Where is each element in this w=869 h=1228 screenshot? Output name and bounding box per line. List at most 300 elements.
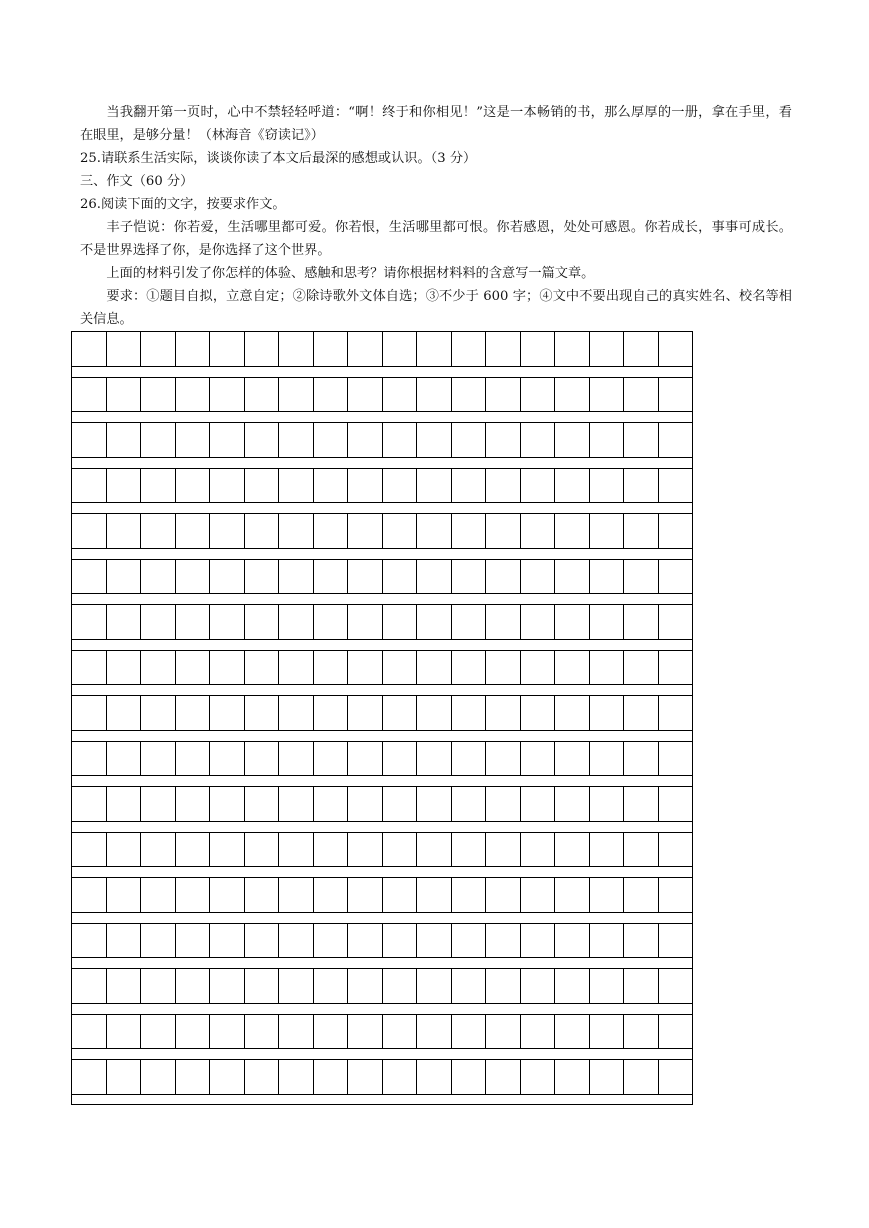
grid-cell[interactable] bbox=[452, 742, 487, 776]
grid-cell[interactable] bbox=[279, 469, 314, 503]
grid-cell[interactable] bbox=[452, 1015, 487, 1049]
grid-cell[interactable] bbox=[624, 1060, 659, 1094]
grid-cell[interactable] bbox=[348, 423, 383, 457]
grid-cell[interactable] bbox=[590, 514, 625, 548]
grid-cell[interactable] bbox=[417, 560, 452, 594]
grid-cell[interactable] bbox=[72, 514, 107, 548]
grid-cell[interactable] bbox=[624, 651, 659, 685]
grid-cell[interactable] bbox=[417, 378, 452, 412]
grid-cell[interactable] bbox=[452, 605, 487, 639]
grid-cell[interactable] bbox=[590, 833, 625, 867]
grid-cell[interactable] bbox=[590, 1060, 625, 1094]
grid-cell[interactable] bbox=[72, 969, 107, 1003]
grid-cell[interactable] bbox=[555, 787, 590, 821]
grid-cell[interactable] bbox=[452, 878, 487, 912]
grid-cell[interactable] bbox=[210, 423, 245, 457]
grid-cell[interactable] bbox=[659, 878, 693, 912]
grid-cell[interactable] bbox=[590, 378, 625, 412]
grid-cell[interactable] bbox=[279, 1060, 314, 1094]
grid-cell[interactable] bbox=[348, 332, 383, 366]
grid-cell[interactable] bbox=[245, 651, 280, 685]
grid-cell[interactable] bbox=[72, 469, 107, 503]
grid-cell[interactable] bbox=[659, 514, 693, 548]
grid-cell[interactable] bbox=[279, 969, 314, 1003]
grid-cell[interactable] bbox=[521, 651, 556, 685]
grid-cell[interactable] bbox=[176, 423, 211, 457]
grid-cell[interactable] bbox=[521, 833, 556, 867]
grid-cell[interactable] bbox=[383, 969, 418, 1003]
grid-cell[interactable] bbox=[72, 1015, 107, 1049]
grid-cell[interactable] bbox=[72, 651, 107, 685]
grid-cell[interactable] bbox=[245, 332, 280, 366]
grid-cell[interactable] bbox=[279, 332, 314, 366]
grid-cell[interactable] bbox=[176, 924, 211, 958]
grid-cell[interactable] bbox=[555, 560, 590, 594]
grid-cell[interactable] bbox=[624, 1015, 659, 1049]
grid-cell[interactable] bbox=[141, 696, 176, 730]
grid-cell[interactable] bbox=[624, 878, 659, 912]
grid-cell[interactable] bbox=[555, 423, 590, 457]
grid-cell[interactable] bbox=[210, 469, 245, 503]
grid-cell[interactable] bbox=[348, 878, 383, 912]
grid-cell[interactable] bbox=[176, 605, 211, 639]
grid-cell[interactable] bbox=[245, 605, 280, 639]
grid-cell[interactable] bbox=[624, 423, 659, 457]
grid-cell[interactable] bbox=[141, 742, 176, 776]
grid-cell[interactable] bbox=[555, 878, 590, 912]
grid-cell[interactable] bbox=[348, 833, 383, 867]
grid-cell[interactable] bbox=[417, 651, 452, 685]
grid-cell[interactable] bbox=[210, 969, 245, 1003]
grid-cell[interactable] bbox=[486, 514, 521, 548]
grid-cell[interactable] bbox=[176, 696, 211, 730]
grid-cell[interactable] bbox=[486, 878, 521, 912]
grid-cell[interactable] bbox=[176, 469, 211, 503]
grid-cell[interactable] bbox=[107, 423, 142, 457]
grid-cell[interactable] bbox=[314, 742, 349, 776]
grid-cell[interactable] bbox=[624, 833, 659, 867]
grid-cell[interactable] bbox=[452, 423, 487, 457]
grid-cell[interactable] bbox=[521, 560, 556, 594]
grid-cell[interactable] bbox=[210, 787, 245, 821]
grid-cell[interactable] bbox=[452, 651, 487, 685]
grid-cell[interactable] bbox=[555, 332, 590, 366]
grid-cell[interactable] bbox=[521, 423, 556, 457]
grid-cell[interactable] bbox=[486, 742, 521, 776]
grid-cell[interactable] bbox=[245, 469, 280, 503]
grid-cell[interactable] bbox=[176, 378, 211, 412]
grid-cell[interactable] bbox=[245, 378, 280, 412]
grid-cell[interactable] bbox=[72, 605, 107, 639]
grid-cell[interactable] bbox=[210, 924, 245, 958]
grid-cell[interactable] bbox=[72, 742, 107, 776]
grid-cell[interactable] bbox=[383, 423, 418, 457]
grid-cell[interactable] bbox=[210, 742, 245, 776]
grid-cell[interactable] bbox=[279, 423, 314, 457]
grid-cell[interactable] bbox=[141, 878, 176, 912]
grid-cell[interactable] bbox=[141, 332, 176, 366]
grid-cell[interactable] bbox=[659, 605, 693, 639]
grid-cell[interactable] bbox=[141, 514, 176, 548]
grid-cell[interactable] bbox=[555, 378, 590, 412]
grid-cell[interactable] bbox=[590, 605, 625, 639]
grid-cell[interactable] bbox=[521, 378, 556, 412]
grid-cell[interactable] bbox=[555, 696, 590, 730]
grid-cell[interactable] bbox=[624, 605, 659, 639]
grid-cell[interactable] bbox=[590, 969, 625, 1003]
grid-cell[interactable] bbox=[245, 742, 280, 776]
grid-cell[interactable] bbox=[659, 560, 693, 594]
grid-cell[interactable] bbox=[210, 332, 245, 366]
grid-cell[interactable] bbox=[245, 1060, 280, 1094]
grid-cell[interactable] bbox=[245, 696, 280, 730]
grid-cell[interactable] bbox=[72, 787, 107, 821]
grid-cell[interactable] bbox=[210, 878, 245, 912]
grid-cell[interactable] bbox=[624, 378, 659, 412]
grid-cell[interactable] bbox=[314, 332, 349, 366]
grid-cell[interactable] bbox=[348, 924, 383, 958]
grid-cell[interactable] bbox=[348, 1060, 383, 1094]
grid-cell[interactable] bbox=[452, 332, 487, 366]
grid-cell[interactable] bbox=[314, 833, 349, 867]
grid-cell[interactable] bbox=[624, 514, 659, 548]
grid-cell[interactable] bbox=[659, 1060, 693, 1094]
grid-cell[interactable] bbox=[555, 1015, 590, 1049]
grid-cell[interactable] bbox=[210, 560, 245, 594]
grid-cell[interactable] bbox=[590, 651, 625, 685]
grid-cell[interactable] bbox=[210, 605, 245, 639]
grid-cell[interactable] bbox=[348, 514, 383, 548]
grid-cell[interactable] bbox=[245, 560, 280, 594]
grid-cell[interactable] bbox=[348, 560, 383, 594]
grid-cell[interactable] bbox=[555, 924, 590, 958]
grid-cell[interactable] bbox=[659, 742, 693, 776]
grid-cell[interactable] bbox=[107, 332, 142, 366]
grid-cell[interactable] bbox=[417, 924, 452, 958]
grid-cell[interactable] bbox=[590, 332, 625, 366]
grid-cell[interactable] bbox=[383, 1015, 418, 1049]
grid-cell[interactable] bbox=[383, 469, 418, 503]
grid-cell[interactable] bbox=[210, 833, 245, 867]
grid-cell[interactable] bbox=[659, 787, 693, 821]
grid-cell[interactable] bbox=[176, 833, 211, 867]
grid-cell[interactable] bbox=[555, 469, 590, 503]
grid-cell[interactable] bbox=[452, 969, 487, 1003]
grid-cell[interactable] bbox=[107, 651, 142, 685]
grid-cell[interactable] bbox=[348, 787, 383, 821]
grid-cell[interactable] bbox=[383, 651, 418, 685]
grid-cell[interactable] bbox=[348, 969, 383, 1003]
grid-cell[interactable] bbox=[521, 696, 556, 730]
grid-cell[interactable] bbox=[383, 696, 418, 730]
grid-cell[interactable] bbox=[314, 469, 349, 503]
grid-cell[interactable] bbox=[590, 787, 625, 821]
grid-cell[interactable] bbox=[107, 514, 142, 548]
grid-cell[interactable] bbox=[348, 469, 383, 503]
grid-cell[interactable] bbox=[452, 833, 487, 867]
grid-cell[interactable] bbox=[279, 696, 314, 730]
grid-cell[interactable] bbox=[314, 1015, 349, 1049]
grid-cell[interactable] bbox=[452, 787, 487, 821]
grid-cell[interactable] bbox=[452, 696, 487, 730]
grid-cell[interactable] bbox=[279, 924, 314, 958]
grid-cell[interactable] bbox=[348, 651, 383, 685]
grid-cell[interactable] bbox=[176, 514, 211, 548]
grid-cell[interactable] bbox=[417, 605, 452, 639]
grid-cell[interactable] bbox=[245, 969, 280, 1003]
grid-cell[interactable] bbox=[624, 696, 659, 730]
grid-cell[interactable] bbox=[417, 742, 452, 776]
grid-cell[interactable] bbox=[659, 332, 693, 366]
grid-cell[interactable] bbox=[452, 1060, 487, 1094]
grid-cell[interactable] bbox=[624, 332, 659, 366]
grid-cell[interactable] bbox=[521, 605, 556, 639]
grid-cell[interactable] bbox=[624, 742, 659, 776]
grid-cell[interactable] bbox=[141, 787, 176, 821]
grid-cell[interactable] bbox=[141, 469, 176, 503]
grid-cell[interactable] bbox=[245, 787, 280, 821]
grid-cell[interactable] bbox=[107, 378, 142, 412]
grid-cell[interactable] bbox=[210, 1015, 245, 1049]
grid-cell[interactable] bbox=[486, 332, 521, 366]
grid-cell[interactable] bbox=[659, 969, 693, 1003]
grid-cell[interactable] bbox=[72, 378, 107, 412]
grid-cell[interactable] bbox=[486, 1015, 521, 1049]
grid-cell[interactable] bbox=[659, 924, 693, 958]
grid-cell[interactable] bbox=[555, 651, 590, 685]
grid-cell[interactable] bbox=[107, 833, 142, 867]
grid-cell[interactable] bbox=[72, 423, 107, 457]
grid-cell[interactable] bbox=[141, 969, 176, 1003]
grid-cell[interactable] bbox=[659, 833, 693, 867]
grid-cell[interactable] bbox=[107, 969, 142, 1003]
grid-cell[interactable] bbox=[417, 332, 452, 366]
grid-cell[interactable] bbox=[486, 651, 521, 685]
grid-cell[interactable] bbox=[279, 742, 314, 776]
grid-cell[interactable] bbox=[590, 696, 625, 730]
grid-cell[interactable] bbox=[107, 696, 142, 730]
grid-cell[interactable] bbox=[624, 969, 659, 1003]
grid-cell[interactable] bbox=[486, 969, 521, 1003]
grid-cell[interactable] bbox=[314, 560, 349, 594]
grid-cell[interactable] bbox=[141, 1015, 176, 1049]
grid-cell[interactable] bbox=[348, 696, 383, 730]
grid-cell[interactable] bbox=[314, 378, 349, 412]
grid-cell[interactable] bbox=[176, 560, 211, 594]
grid-cell[interactable] bbox=[210, 514, 245, 548]
grid-cell[interactable] bbox=[107, 560, 142, 594]
grid-cell[interactable] bbox=[555, 742, 590, 776]
grid-cell[interactable] bbox=[107, 924, 142, 958]
grid-cell[interactable] bbox=[383, 560, 418, 594]
grid-cell[interactable] bbox=[348, 1015, 383, 1049]
grid-cell[interactable] bbox=[245, 514, 280, 548]
grid-cell[interactable] bbox=[486, 696, 521, 730]
grid-cell[interactable] bbox=[452, 924, 487, 958]
grid-cell[interactable] bbox=[417, 423, 452, 457]
grid-cell[interactable] bbox=[555, 514, 590, 548]
grid-cell[interactable] bbox=[383, 1060, 418, 1094]
grid-cell[interactable] bbox=[624, 469, 659, 503]
grid-cell[interactable] bbox=[521, 1060, 556, 1094]
grid-cell[interactable] bbox=[279, 605, 314, 639]
grid-cell[interactable] bbox=[314, 514, 349, 548]
grid-cell[interactable] bbox=[417, 696, 452, 730]
grid-cell[interactable] bbox=[176, 878, 211, 912]
grid-cell[interactable] bbox=[486, 924, 521, 958]
grid-cell[interactable] bbox=[521, 332, 556, 366]
grid-cell[interactable] bbox=[72, 924, 107, 958]
grid-cell[interactable] bbox=[383, 332, 418, 366]
writing-grid[interactable] bbox=[71, 331, 693, 1105]
grid-cell[interactable] bbox=[141, 560, 176, 594]
grid-cell[interactable] bbox=[417, 1060, 452, 1094]
grid-cell[interactable] bbox=[245, 1015, 280, 1049]
grid-cell[interactable] bbox=[314, 969, 349, 1003]
grid-cell[interactable] bbox=[176, 332, 211, 366]
grid-cell[interactable] bbox=[383, 833, 418, 867]
grid-cell[interactable] bbox=[659, 469, 693, 503]
grid-cell[interactable] bbox=[314, 423, 349, 457]
grid-cell[interactable] bbox=[141, 651, 176, 685]
grid-cell[interactable] bbox=[314, 878, 349, 912]
grid-cell[interactable] bbox=[659, 423, 693, 457]
grid-cell[interactable] bbox=[417, 969, 452, 1003]
grid-cell[interactable] bbox=[245, 423, 280, 457]
grid-cell[interactable] bbox=[210, 651, 245, 685]
grid-cell[interactable] bbox=[279, 833, 314, 867]
grid-cell[interactable] bbox=[590, 878, 625, 912]
grid-cell[interactable] bbox=[452, 378, 487, 412]
grid-cell[interactable] bbox=[383, 742, 418, 776]
grid-cell[interactable] bbox=[452, 514, 487, 548]
grid-cell[interactable] bbox=[452, 560, 487, 594]
grid-cell[interactable] bbox=[141, 1060, 176, 1094]
grid-cell[interactable] bbox=[555, 1060, 590, 1094]
grid-cell[interactable] bbox=[590, 423, 625, 457]
grid-cell[interactable] bbox=[659, 696, 693, 730]
grid-cell[interactable] bbox=[314, 1060, 349, 1094]
grid-cell[interactable] bbox=[555, 605, 590, 639]
grid-cell[interactable] bbox=[279, 378, 314, 412]
grid-cell[interactable] bbox=[521, 742, 556, 776]
grid-cell[interactable] bbox=[107, 1015, 142, 1049]
grid-cell[interactable] bbox=[486, 787, 521, 821]
grid-cell[interactable] bbox=[107, 605, 142, 639]
grid-cell[interactable] bbox=[314, 605, 349, 639]
grid-cell[interactable] bbox=[590, 469, 625, 503]
grid-cell[interactable] bbox=[521, 969, 556, 1003]
grid-cell[interactable] bbox=[590, 742, 625, 776]
grid-cell[interactable] bbox=[72, 1060, 107, 1094]
grid-cell[interactable] bbox=[141, 833, 176, 867]
grid-cell[interactable] bbox=[417, 514, 452, 548]
grid-cell[interactable] bbox=[417, 878, 452, 912]
grid-cell[interactable] bbox=[141, 423, 176, 457]
grid-cell[interactable] bbox=[107, 878, 142, 912]
grid-cell[interactable] bbox=[348, 605, 383, 639]
grid-cell[interactable] bbox=[107, 1060, 142, 1094]
grid-cell[interactable] bbox=[107, 742, 142, 776]
grid-cell[interactable] bbox=[210, 696, 245, 730]
grid-cell[interactable] bbox=[314, 787, 349, 821]
grid-cell[interactable] bbox=[279, 787, 314, 821]
grid-cell[interactable] bbox=[486, 560, 521, 594]
grid-cell[interactable] bbox=[72, 560, 107, 594]
grid-cell[interactable] bbox=[176, 969, 211, 1003]
grid-cell[interactable] bbox=[210, 1060, 245, 1094]
grid-cell[interactable] bbox=[314, 696, 349, 730]
grid-cell[interactable] bbox=[486, 423, 521, 457]
grid-cell[interactable] bbox=[383, 787, 418, 821]
grid-cell[interactable] bbox=[521, 878, 556, 912]
grid-cell[interactable] bbox=[624, 560, 659, 594]
grid-cell[interactable] bbox=[314, 651, 349, 685]
grid-cell[interactable] bbox=[417, 1015, 452, 1049]
grid-cell[interactable] bbox=[521, 787, 556, 821]
grid-cell[interactable] bbox=[486, 378, 521, 412]
grid-cell[interactable] bbox=[383, 605, 418, 639]
grid-cell[interactable] bbox=[279, 878, 314, 912]
grid-cell[interactable] bbox=[486, 469, 521, 503]
grid-cell[interactable] bbox=[521, 514, 556, 548]
grid-cell[interactable] bbox=[417, 833, 452, 867]
grid-cell[interactable] bbox=[279, 560, 314, 594]
grid-cell[interactable] bbox=[245, 924, 280, 958]
grid-cell[interactable] bbox=[176, 787, 211, 821]
grid-cell[interactable] bbox=[279, 1015, 314, 1049]
grid-cell[interactable] bbox=[72, 696, 107, 730]
grid-cell[interactable] bbox=[383, 878, 418, 912]
grid-cell[interactable] bbox=[176, 651, 211, 685]
grid-cell[interactable] bbox=[452, 469, 487, 503]
grid-cell[interactable] bbox=[417, 787, 452, 821]
grid-cell[interactable] bbox=[659, 651, 693, 685]
grid-cell[interactable] bbox=[590, 560, 625, 594]
grid-cell[interactable] bbox=[176, 1015, 211, 1049]
grid-cell[interactable] bbox=[590, 1015, 625, 1049]
grid-cell[interactable] bbox=[245, 833, 280, 867]
grid-cell[interactable] bbox=[486, 605, 521, 639]
grid-cell[interactable] bbox=[107, 469, 142, 503]
grid-cell[interactable] bbox=[383, 378, 418, 412]
grid-cell[interactable] bbox=[659, 378, 693, 412]
grid-cell[interactable] bbox=[348, 378, 383, 412]
grid-cell[interactable] bbox=[486, 833, 521, 867]
grid-cell[interactable] bbox=[176, 742, 211, 776]
grid-cell[interactable] bbox=[107, 787, 142, 821]
grid-cell[interactable] bbox=[72, 332, 107, 366]
grid-cell[interactable] bbox=[521, 1015, 556, 1049]
grid-cell[interactable] bbox=[314, 924, 349, 958]
grid-cell[interactable] bbox=[659, 1015, 693, 1049]
grid-cell[interactable] bbox=[486, 1060, 521, 1094]
grid-cell[interactable] bbox=[141, 924, 176, 958]
grid-cell[interactable] bbox=[245, 878, 280, 912]
grid-cell[interactable] bbox=[348, 742, 383, 776]
grid-cell[interactable] bbox=[383, 924, 418, 958]
grid-cell[interactable] bbox=[521, 924, 556, 958]
grid-cell[interactable] bbox=[72, 878, 107, 912]
grid-cell[interactable] bbox=[590, 924, 625, 958]
grid-cell[interactable] bbox=[72, 833, 107, 867]
grid-cell[interactable] bbox=[521, 469, 556, 503]
grid-cell[interactable] bbox=[141, 378, 176, 412]
grid-cell[interactable] bbox=[176, 1060, 211, 1094]
grid-cell[interactable] bbox=[417, 469, 452, 503]
grid-cell[interactable] bbox=[555, 833, 590, 867]
grid-cell[interactable] bbox=[279, 514, 314, 548]
